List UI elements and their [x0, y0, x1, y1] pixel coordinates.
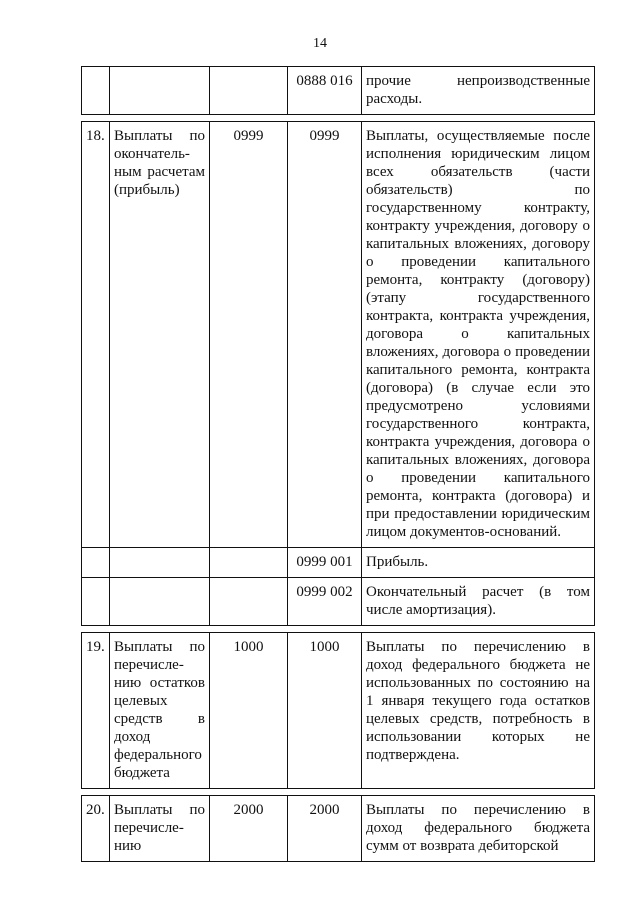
row-gap	[82, 626, 595, 633]
budget-classification-table	[81, 66, 595, 862]
row-subcode: 0999	[288, 122, 362, 548]
row-subcode: 1000	[288, 633, 362, 789]
row-divider	[82, 115, 595, 122]
table-row	[82, 633, 595, 789]
row-number: 20.	[82, 796, 110, 862]
row-name: Выплаты по окончатель-ным расчетам (прибыль)	[110, 122, 210, 548]
row-description: Окончательный расчет (в том числе амортизация).	[362, 578, 595, 626]
row-subcode: 0999 001	[288, 548, 362, 578]
row-description: Выплаты, осуществляемые после исполнения юридическим лицом всех обязательств (части обязательств) по государственному контракту, контракту учреждения, договору о капитальных вложениях, договору о проведении капитального ремонта, контракту (договору) (этапу государственного контракта, контракта учреждения, договора о капитальных вложениях, договора о проведении капитального ремонта, контракта (договора) (в случае если это предусмотрено условиями государственного контракта, контракта учреждения, договора о капитальных вложениях, договора о проведении капитального ремонта, контракта (договора) и при предоставлении юридическим лицом документов-оснований.	[362, 122, 595, 548]
row-gap	[82, 789, 595, 796]
table-row	[82, 578, 595, 626]
row-code	[210, 548, 288, 578]
table-row	[82, 548, 595, 578]
page-number: 14	[313, 36, 327, 51]
row-code	[210, 67, 288, 115]
row-divider	[82, 626, 595, 633]
row-number: 18.	[82, 122, 110, 548]
row-number: 19.	[82, 633, 110, 789]
row-name: Выплаты по перечисле-нию	[110, 796, 210, 862]
row-description: Выплаты по перечислению в доход федерального бюджета сумм от возврата дебиторской	[362, 796, 595, 862]
row-code	[210, 578, 288, 626]
row-divider	[82, 789, 595, 796]
row-name	[110, 67, 210, 115]
table-row	[82, 796, 595, 862]
row-gap	[82, 115, 595, 122]
row-description: прочие непроизводственные расходы.	[362, 67, 595, 115]
row-subcode: 2000	[288, 796, 362, 862]
row-name	[110, 548, 210, 578]
row-code: 2000	[210, 796, 288, 862]
table-row	[82, 122, 595, 548]
row-code: 0999	[210, 122, 288, 548]
row-subcode: 0888 016	[288, 67, 362, 115]
row-code: 1000	[210, 633, 288, 789]
table-row	[82, 67, 595, 115]
row-number	[82, 578, 110, 626]
row-name	[110, 578, 210, 626]
row-name: Выплаты по перечисле-нию остатков целевых средств в доход федерального бюджета	[110, 633, 210, 789]
row-description: Выплаты по перечислению в доход федерального бюджета не использованных по состоянию на 1 января текущего года остатков целевых средств, потребность в использовании которых не подтверждена.	[362, 633, 595, 789]
row-subcode: 0999 002	[288, 578, 362, 626]
row-description: Прибыль.	[362, 548, 595, 578]
row-number	[82, 67, 110, 115]
row-number	[82, 548, 110, 578]
